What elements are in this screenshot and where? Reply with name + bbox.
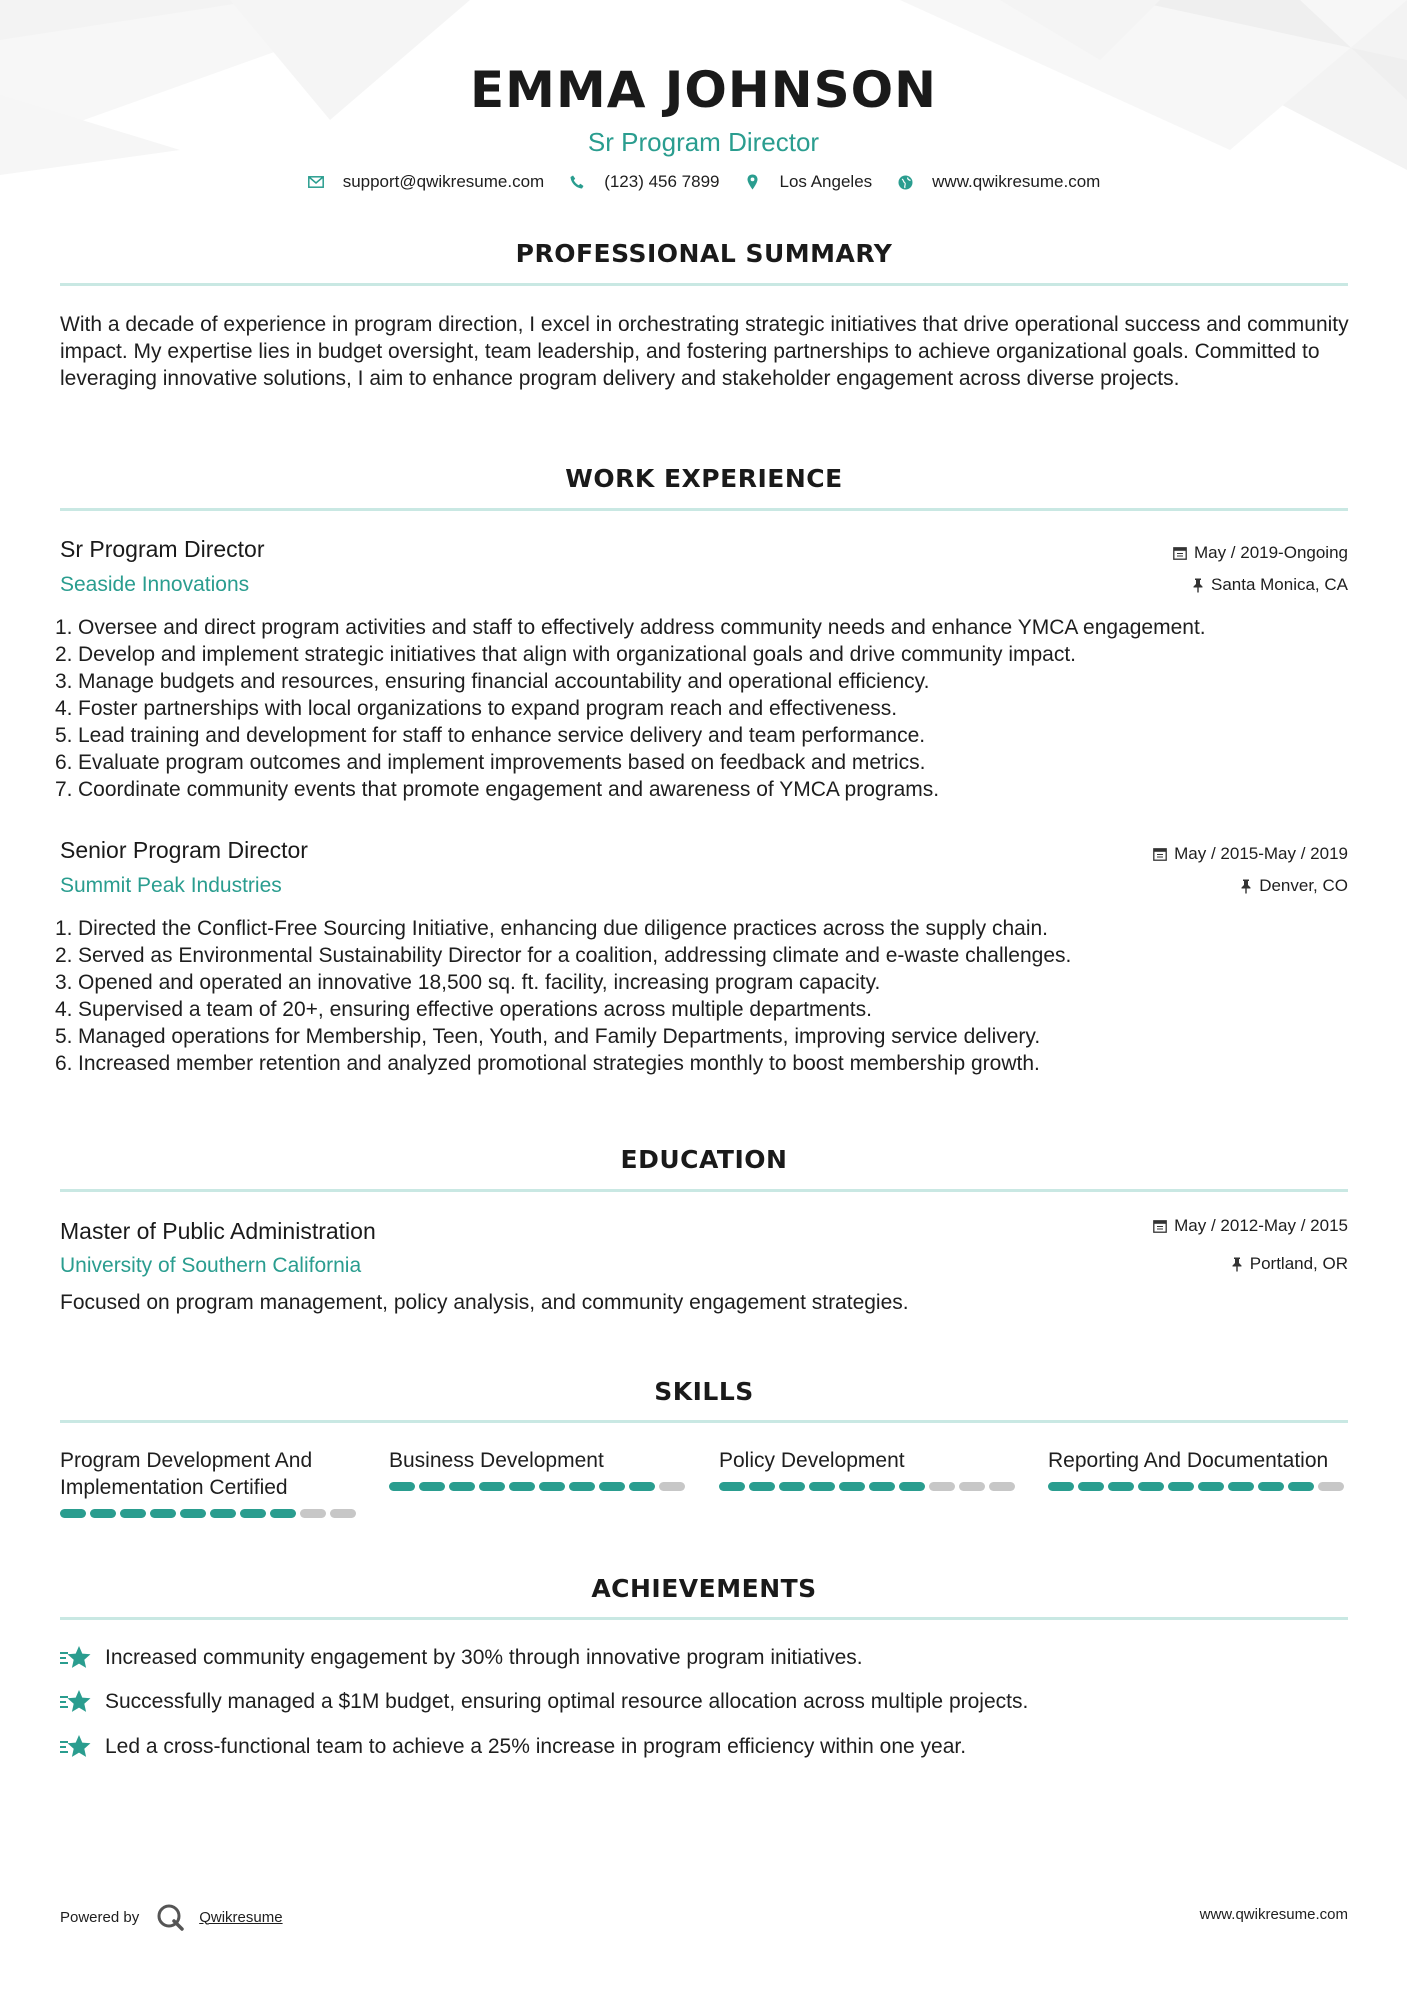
list-item: 6. Increased member retention and analyzed promotional strategies monthly to boost membership growth. [55, 1052, 1040, 1075]
job-dates-text: May / 2019-Ongoing [1193, 543, 1348, 562]
footer-website[interactable]: www.qwikresume.com [1199, 1906, 1348, 1923]
skill-segment-filled [749, 1482, 775, 1491]
skill-item [60, 1447, 360, 1518]
job-company: Seaside Innovations [60, 573, 250, 596]
skill-segment-filled [449, 1482, 475, 1491]
skill-segment-filled [1228, 1482, 1254, 1491]
summary-divider [60, 283, 1348, 286]
skill-segment-filled [60, 1509, 86, 1518]
envelope-icon [307, 173, 325, 191]
skill-segment-filled [1048, 1482, 1074, 1491]
skill-segment-filled [1288, 1482, 1314, 1491]
skill-label: Program Development And Implementation Certified [60, 1449, 313, 1499]
skill-segment-empty [989, 1482, 1015, 1491]
list-item: 2. Develop and implement strategic initiatives that align with organizational goals and drive community impact. [55, 643, 1077, 666]
qwikresume-logo-icon [155, 1902, 185, 1932]
job-location-text: Santa Monica, CA [1210, 575, 1348, 594]
list-item: 3. Opened and operated an innovative 18,500 sq. ft. facility, increasing program capacity. [55, 971, 881, 994]
star-icon [60, 1689, 92, 1715]
achievement-text: Successfully managed a $1M budget, ensuring optimal resource allocation across multiple projects. [105, 1690, 1029, 1713]
achievement-item [60, 1734, 966, 1760]
skill-segment-empty [929, 1482, 955, 1491]
list-item: 1. Oversee and direct program activities and staff to effectively address community needs and enhance YMCA engagement. [55, 616, 1206, 639]
skill-segment-filled [869, 1482, 895, 1491]
calendar-icon [1153, 1219, 1167, 1233]
calendar-icon [1173, 546, 1187, 560]
skill-segment-filled [569, 1482, 595, 1491]
skills-divider [60, 1420, 1348, 1423]
education-heading: EDUCATION [620, 1145, 788, 1174]
job-title: Senior Program Director [60, 837, 308, 863]
skill-segment-filled [1108, 1482, 1134, 1491]
star-icon [60, 1645, 92, 1671]
list-item: 6. Evaluate program outcomes and implement improvements based on feedback and metrics. [55, 751, 926, 774]
skill-segment-filled [899, 1482, 925, 1491]
contact-location-text: Los Angeles [779, 172, 873, 191]
contact-phone-text: (123) 456 7899 [604, 172, 720, 191]
skill-segment-filled [1168, 1482, 1194, 1491]
skill-segment-empty [659, 1482, 685, 1491]
skill-segment-filled [629, 1482, 655, 1491]
list-item: 2. Served as Environmental Sustainability Director for a coalition, addressing climate and e-waste challenges. [55, 944, 1072, 967]
skill-item [719, 1447, 1019, 1491]
skill-item [1048, 1447, 1348, 1491]
list-item: 3. Manage budgets and resources, ensuring financial accountability and operational efficiency. [55, 670, 930, 693]
map-pin-icon [744, 173, 762, 191]
skills-heading: SKILLS [654, 1377, 754, 1406]
skill-segment-filled [1078, 1482, 1104, 1491]
skill-segment-empty [300, 1509, 326, 1518]
pushpin-icon [1231, 1257, 1243, 1272]
skill-segment-filled [539, 1482, 565, 1491]
experience-heading: WORK EXPERIENCE [565, 464, 843, 493]
summary-text: With a decade of experience in program direction, I excel in orchestrating strategic initiatives that drive operational success and community impact. My expertise lies in budget oversight, team leadership, and fostering partnerships to achieve organizational goals. Committed to leveraging innovative solutions, I aim to enhance program delivery and stakeholder engagement across diverse projects. [60, 313, 1349, 390]
job-location [1240, 876, 1348, 896]
star-icon [60, 1734, 92, 1760]
experience-divider [60, 508, 1348, 511]
skill-segment-filled [240, 1509, 266, 1518]
job-location-text: Denver, CO [1259, 876, 1348, 895]
skill-level-bar [60, 1509, 360, 1518]
achievement-text: Led a cross-functional team to achieve a 25% increase in program efficiency within one year. [105, 1735, 967, 1758]
globe-icon [896, 173, 914, 191]
job-dates-text: May / 2015-May / 2019 [1174, 844, 1348, 863]
skill-segment-filled [389, 1482, 415, 1491]
job-responsibilities [55, 915, 1355, 1077]
powered-by-label: Powered by [60, 1908, 140, 1926]
skill-item [389, 1447, 689, 1491]
skill-segment-filled [1138, 1482, 1164, 1491]
qwikresume-link[interactable]: Qwikresume [199, 1908, 283, 1926]
job-company: Summit Peak Industries [60, 874, 282, 897]
header [0, 56, 1407, 160]
job-location [1192, 575, 1348, 595]
education-location-text: Portland, OR [1249, 1254, 1348, 1273]
skill-segment-filled [719, 1482, 745, 1491]
candidate-name: EMMA JOHNSON [470, 61, 937, 119]
skill-label: Policy Development [719, 1449, 905, 1472]
education-description: Focused on program management, policy analysis, and community engagement strategies. [60, 1291, 909, 1314]
list-item: 7. Coordinate community events that promote engagement and awareness of YMCA programs. [55, 778, 940, 801]
footer-powered-by [60, 1902, 283, 1932]
list-item: 5. Managed operations for Membership, Teen, Youth, and Family Departments, improving service delivery. [55, 1025, 1041, 1048]
skill-segment-filled [270, 1509, 296, 1518]
education-location [1231, 1254, 1348, 1274]
job-responsibilities [55, 614, 1355, 803]
contact-location [744, 172, 873, 192]
skill-segment-empty [330, 1509, 356, 1518]
calendar-icon [1153, 847, 1167, 861]
job-dates [1153, 844, 1348, 864]
list-item: 4. Foster partnerships with local organizations to expand program reach and effectiveness. [55, 697, 898, 720]
skill-segment-filled [779, 1482, 805, 1491]
skill-segment-empty [1318, 1482, 1344, 1491]
contact-website-text: www.qwikresume.com [932, 172, 1101, 191]
skill-segment-filled [479, 1482, 505, 1491]
skill-segment-filled [90, 1509, 116, 1518]
job-dates [1173, 543, 1348, 563]
achievements-divider [60, 1617, 1348, 1620]
job-title: Sr Program Director [60, 536, 265, 562]
education-dates-text: May / 2012-May / 2015 [1174, 1216, 1348, 1235]
skill-level-bar [719, 1482, 1019, 1491]
skill-label: Reporting And Documentation [1048, 1449, 1329, 1472]
achievement-text: Increased community engagement by 30% through innovative program initiatives. [105, 1646, 863, 1669]
achievement-item [60, 1689, 1028, 1715]
education-degree: Master of Public Administration [60, 1218, 376, 1244]
pushpin-icon [1192, 578, 1204, 593]
education-school: University of Southern California [60, 1254, 362, 1277]
contact-email[interactable] [307, 172, 545, 192]
education-divider [60, 1189, 1348, 1192]
contact-bar [0, 172, 1407, 192]
skill-level-bar [1048, 1482, 1348, 1491]
skill-segment-filled [509, 1482, 535, 1491]
skill-segment-filled [210, 1509, 236, 1518]
skill-segment-filled [1258, 1482, 1284, 1491]
skill-segment-filled [419, 1482, 445, 1491]
skill-segment-filled [839, 1482, 865, 1491]
contact-email-text: support@qwikresume.com [342, 172, 545, 191]
phone-icon [568, 173, 586, 191]
list-item: 5. Lead training and development for staff to enhance service delivery and team performance. [55, 724, 926, 747]
list-item: 4. Supervised a team of 20+, ensuring effective operations across multiple departments. [55, 998, 872, 1021]
skill-level-bar [389, 1482, 689, 1491]
summary-heading: PROFESSIONAL SUMMARY [515, 239, 893, 268]
skill-segment-filled [599, 1482, 625, 1491]
pushpin-icon [1240, 879, 1252, 894]
skill-segment-filled [150, 1509, 176, 1518]
candidate-title: Sr Program Director [587, 127, 820, 157]
skill-segment-filled [809, 1482, 835, 1491]
skill-segment-filled [180, 1509, 206, 1518]
contact-phone[interactable] [568, 172, 719, 192]
skill-segment-empty [959, 1482, 985, 1491]
skill-segment-filled [120, 1509, 146, 1518]
contact-website[interactable] [896, 172, 1100, 192]
skill-label: Business Development [389, 1449, 604, 1472]
education-dates [1153, 1216, 1348, 1236]
achievement-item [60, 1645, 863, 1671]
skill-segment-filled [1198, 1482, 1224, 1491]
achievements-heading: ACHIEVEMENTS [591, 1574, 817, 1603]
list-item: 1. Directed the Conflict-Free Sourcing Initiative, enhancing due diligence practices across the supply chain. [55, 917, 1049, 940]
